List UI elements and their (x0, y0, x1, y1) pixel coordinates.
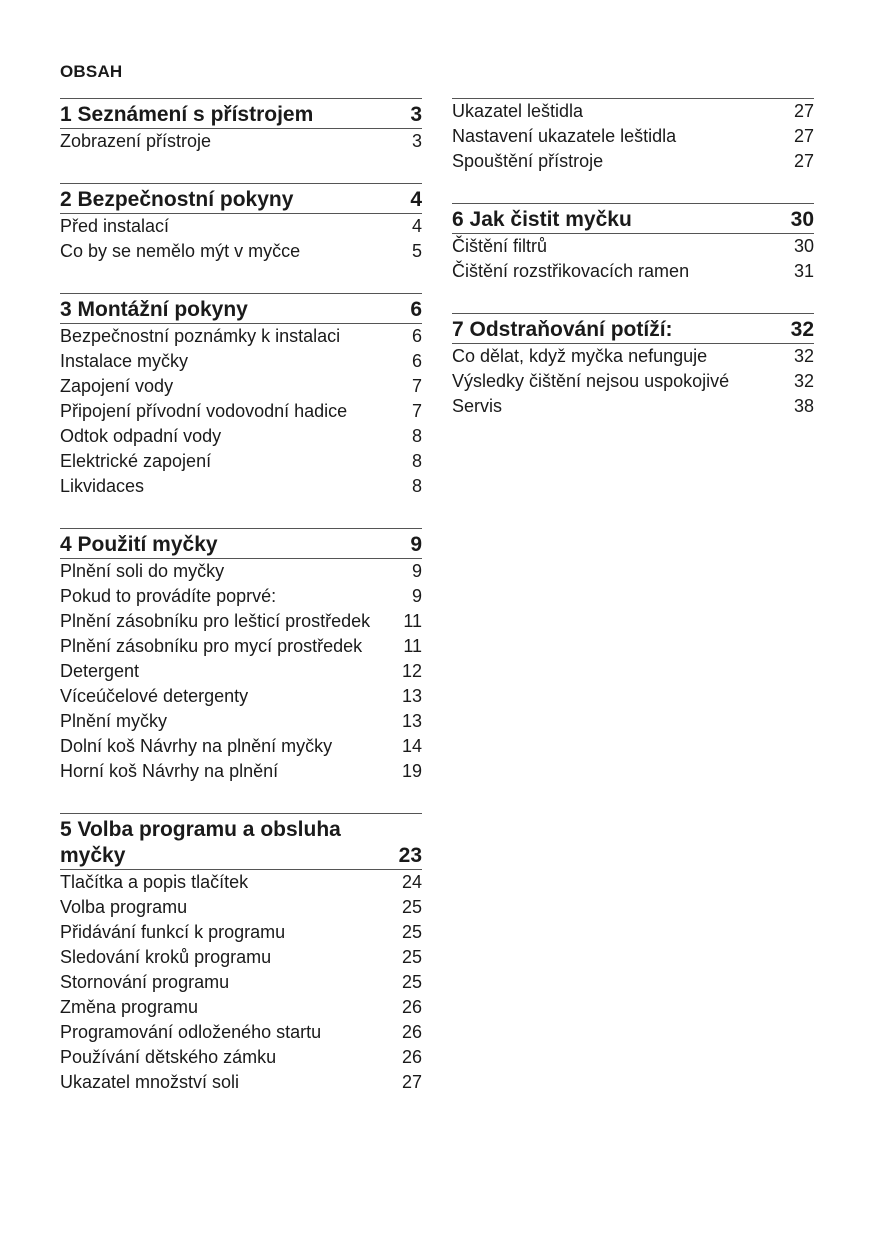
toc-entry-title: Pokud to provádíte poprvé: (60, 586, 277, 606)
toc-entry[interactable] (452, 259, 814, 284)
toc-entry-page: 8 (411, 426, 422, 446)
toc-entry-title: Detergent (60, 661, 140, 681)
toc-section (60, 183, 422, 264)
toc-entry-page: 8 (411, 451, 422, 471)
toc-entry-page: 14 (401, 736, 422, 756)
toc-entry-page: 9 (411, 561, 422, 581)
toc-entry-page: 11 (403, 611, 422, 631)
section-heading-title: 5 Volba programu a obsluha myčky (60, 818, 341, 867)
toc-continuation (452, 98, 814, 174)
toc-entry-page: 5 (411, 241, 422, 261)
toc-entry-title: Plnění zásobníku pro lešticí prostředek (60, 611, 371, 631)
toc-entry-title: Co dělat, když myčka nefunguje (452, 346, 708, 366)
toc-entry-title: Likvidaces (60, 476, 145, 496)
toc-entry-page: 26 (401, 1022, 422, 1042)
toc-section-heading[interactable] (60, 183, 422, 214)
toc-entry[interactable] (452, 99, 814, 124)
toc-entry-page: 7 (411, 401, 422, 421)
toc-entry-page: 19 (401, 761, 422, 781)
toc-entry-page: 27 (793, 126, 814, 146)
toc-entry[interactable] (60, 374, 422, 399)
toc-entry-page: 27 (401, 1072, 422, 1092)
toc-entry[interactable] (60, 734, 422, 759)
toc-entry-title: Servis (452, 396, 503, 416)
toc-entry-page: 31 (793, 261, 814, 281)
toc-entry-title: Tlačítka a popis tlačítek (60, 872, 249, 892)
toc-entry[interactable] (452, 344, 814, 369)
toc-entry[interactable] (60, 759, 422, 784)
toc-section (60, 813, 422, 1095)
toc-section (452, 313, 814, 419)
toc-entry[interactable] (452, 149, 814, 174)
toc-entry-title: Čištění filtrů (452, 236, 548, 256)
toc-entry-title: Volba programu (60, 897, 188, 917)
toc-entry[interactable] (60, 349, 422, 374)
toc-entry-page: 25 (401, 947, 422, 967)
section-heading-page: 3 (410, 103, 422, 126)
toc-entry-page: 27 (793, 151, 814, 171)
section-heading-page: 30 (790, 208, 814, 231)
toc-entry-title: Sledování kroků programu (60, 947, 272, 967)
toc-entry-page: 4 (411, 216, 422, 236)
toc-entry-title: Změna programu (60, 997, 199, 1017)
toc-entry-title: Dolní koš Návrhy na plnění myčky (60, 736, 333, 756)
toc-entry-page: 8 (411, 476, 422, 496)
toc-entry[interactable] (60, 895, 422, 920)
toc-entry[interactable] (60, 709, 422, 734)
section-heading-page: 4 (410, 188, 422, 211)
toc-entry-title: Programování odloženého startu (60, 1022, 322, 1042)
toc-entry-page: 6 (411, 326, 422, 346)
toc-entry-page: 25 (401, 972, 422, 992)
toc-entry-title: Víceúčelové detergenty (60, 686, 249, 706)
toc-entry[interactable] (452, 394, 814, 419)
toc-entry-page: 24 (401, 872, 422, 892)
toc-entry[interactable] (60, 970, 422, 995)
toc-entry[interactable] (60, 945, 422, 970)
toc-entry-title: Spouštění přístroje (452, 151, 604, 171)
toc-entry-page: 25 (401, 897, 422, 917)
toc-entry-title: Ukazatel množství soli (60, 1072, 240, 1092)
toc-entry-page: 9 (411, 586, 422, 606)
toc-entry[interactable] (60, 634, 422, 659)
toc-entry[interactable] (60, 474, 422, 499)
section-heading-title: 2 Bezpečnostní pokyny (60, 188, 294, 211)
toc-right-column (452, 98, 814, 448)
toc-entry-page: 12 (401, 661, 422, 681)
toc-entry[interactable] (60, 1070, 422, 1095)
toc-entry-page: 32 (793, 371, 814, 391)
toc-entry[interactable] (60, 324, 422, 349)
toc-entry-title: Horní koš Návrhy na plnění (60, 761, 279, 781)
toc-entry-page: 6 (411, 351, 422, 371)
toc-section-heading[interactable] (60, 813, 422, 870)
toc-entry-page: 7 (411, 376, 422, 396)
toc-entry-page: 26 (401, 997, 422, 1017)
section-heading-title: 3 Montážní pokyny (60, 298, 248, 321)
toc-entry-page: 13 (401, 686, 422, 706)
toc-entry[interactable] (60, 424, 422, 449)
section-heading-title: 4 Použití myčky (60, 533, 218, 556)
toc-entry-title: Bezpečnostní poznámky k instalaci (60, 326, 341, 346)
toc-entry[interactable] (60, 1020, 422, 1045)
toc-section-heading[interactable] (60, 293, 422, 324)
toc-entry-page: 32 (793, 346, 814, 366)
toc-entry[interactable] (60, 214, 422, 239)
page-title: OBSAH (60, 62, 123, 81)
toc-section (60, 98, 422, 154)
toc-entry-page: 30 (793, 236, 814, 256)
toc-entry-title: Plnění soli do myčky (60, 561, 225, 581)
toc-entry-title: Čištění rozstřikovacích ramen (452, 261, 690, 281)
toc-entry[interactable] (60, 870, 422, 895)
toc-entry[interactable] (452, 369, 814, 394)
toc-entry-title: Zobrazení přístroje (60, 131, 212, 151)
toc-entry[interactable] (60, 684, 422, 709)
toc-section-heading[interactable] (60, 98, 422, 129)
toc-entry-title: Používání dětského zámku (60, 1047, 277, 1067)
section-heading-page: 6 (410, 298, 422, 321)
toc-section-heading[interactable] (452, 313, 814, 344)
toc-entry[interactable] (60, 584, 422, 609)
toc-entry[interactable] (452, 124, 814, 149)
toc-entry-title: Co by se nemělo mýt v myčce (60, 241, 301, 261)
toc-entry-page: 25 (401, 922, 422, 942)
toc-entry-page: 11 (403, 636, 422, 656)
toc-entry[interactable] (452, 234, 814, 259)
toc-entry-title: Zapojení vody (60, 376, 174, 396)
toc-entry-title: Výsledky čištění nejsou uspokojivé (452, 371, 730, 391)
toc-entry[interactable] (60, 129, 422, 154)
toc-entry[interactable] (60, 399, 422, 424)
toc-entry-title: Připojení přívodní vodovodní hadice (60, 401, 348, 421)
toc-entry[interactable] (60, 449, 422, 474)
toc-entry-page: 26 (401, 1047, 422, 1067)
toc-entry-title: Stornování programu (60, 972, 230, 992)
toc-entry-title: Nastavení ukazatele leštidla (452, 126, 677, 146)
toc-entry-title: Přidávání funkcí k programu (60, 922, 286, 942)
toc-entry-page: 3 (411, 131, 422, 151)
toc-section-heading[interactable] (60, 528, 422, 559)
toc-entry[interactable] (60, 239, 422, 264)
toc-left-column (60, 98, 422, 1124)
section-heading-title: 6 Jak čistit myčku (452, 208, 632, 231)
toc-entry[interactable] (60, 1045, 422, 1070)
toc-entry-title: Odtok odpadní vody (60, 426, 222, 446)
toc-entry[interactable] (60, 659, 422, 684)
toc-entry-page: 38 (793, 396, 814, 416)
toc-entry-title: Elektrické zapojení (60, 451, 212, 471)
toc-entry[interactable] (60, 995, 422, 1020)
toc-entry[interactable] (60, 559, 422, 584)
section-heading-page: 23 (398, 844, 422, 867)
toc-entry-page: 13 (401, 711, 422, 731)
section-heading-title: 1 Seznámení s přístrojem (60, 103, 314, 126)
section-heading-page: 32 (790, 318, 814, 341)
toc-section-heading[interactable] (452, 203, 814, 234)
toc-entry-title: Plnění myčky (60, 711, 168, 731)
toc-section (60, 528, 422, 784)
toc-section (60, 293, 422, 499)
toc-entry-title: Plnění zásobníku pro mycí prostředek (60, 636, 363, 656)
toc-entry[interactable] (60, 609, 422, 634)
section-heading-title: 7 Odstraňování potíží: (452, 318, 673, 341)
toc-entry[interactable] (60, 920, 422, 945)
section-heading-page: 9 (410, 533, 422, 556)
toc-entry-title: Před instalací (60, 216, 170, 236)
toc-section (452, 203, 814, 284)
toc-entry-title: Instalace myčky (60, 351, 189, 371)
toc-entry-title: Ukazatel leštidla (452, 101, 584, 121)
toc-entry-page: 27 (793, 101, 814, 121)
